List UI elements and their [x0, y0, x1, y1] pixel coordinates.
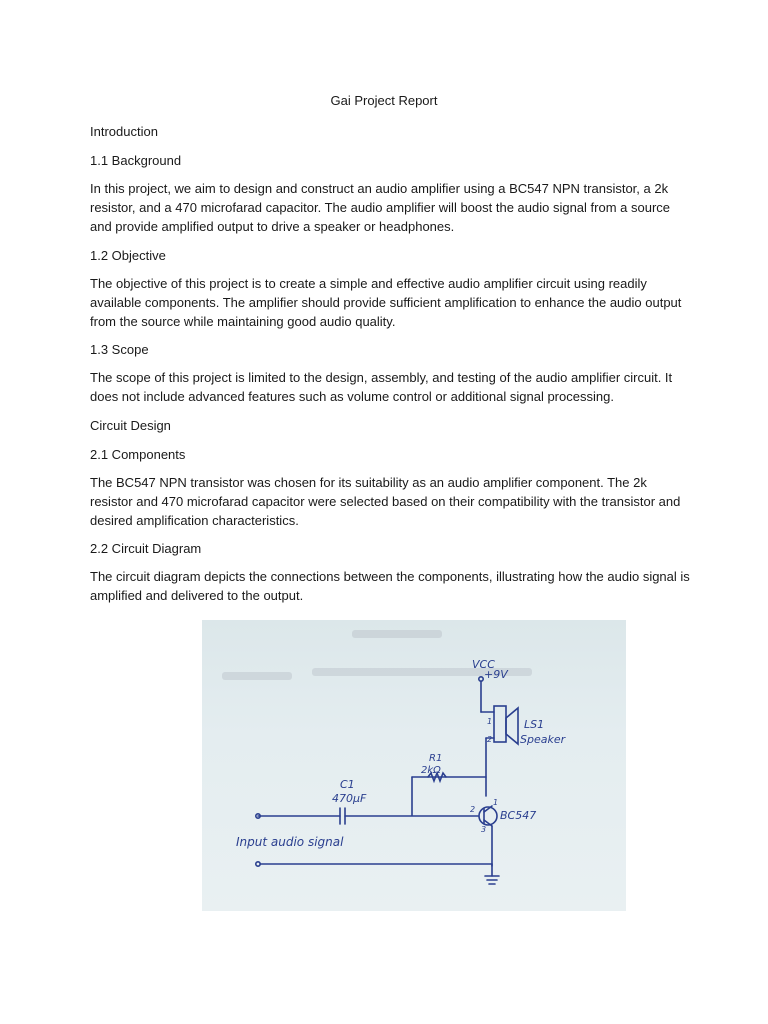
- circuit-labels: [236, 658, 567, 849]
- heading-circuit-design: Circuit Design: [90, 417, 171, 433]
- paragraph-background: In this project, we aim to design and construct an audio amplifier using a BC547 NPN transistor, a 2k resistor, and a 470 microfarad capacitor. The audio amplifier will boost the audio signal from a source and provide amplified output to drive a speaker or headphones.: [90, 181, 671, 235]
- heading-components: 2.1 Components: [90, 446, 186, 462]
- paragraph-circuit-diagram: The circuit diagram depicts the connections between the components, illustrating how the audio signal is amplified and delivered to the output.: [90, 569, 690, 604]
- heading-background: 1.1 Background: [90, 153, 182, 168]
- heading-circuit-diagram: 2.2 Circuit Diagram: [90, 541, 202, 557]
- resistor-ref: R1: [429, 753, 443, 764]
- speaker-label: Speaker: [520, 733, 566, 746]
- transistor-label: BC547: [500, 809, 537, 822]
- speaker-ref: LS1: [524, 718, 545, 731]
- input-label: Input audio signal: [236, 835, 344, 849]
- resistor-value: 2kΩ: [421, 765, 441, 776]
- vcc-label: VCC: [472, 658, 495, 671]
- heading-introduction: Introduction: [90, 124, 158, 139]
- transistor-pin-3: 3: [481, 825, 487, 834]
- speaker-pin-1: 1: [487, 717, 493, 726]
- circuit-diagram: [202, 620, 626, 911]
- heading-scope: 1.3 Scope: [90, 342, 149, 358]
- transistor-pin-1: 1: [493, 798, 499, 807]
- paragraph-scope: The scope of this project is limited to the design, assembly, and testing of the audio amplifier circuit. It does not include advanced features such as volume control or additional signal processing.: [90, 370, 673, 405]
- paragraph-components: The BC547 NPN transistor was chosen for its suitability as an audio amplifier component. The 2k resistor and 470 microfarad capacitor were selected based on their compatibility with the transistor and desired amplification characteristics.: [90, 474, 681, 529]
- vcc-value: +9V: [484, 668, 508, 681]
- speaker-pin-2: 2: [487, 735, 493, 744]
- capacitor-ref: C1: [340, 778, 355, 791]
- heading-objective: 1.2 Objective: [90, 247, 166, 263]
- circuit-diagram-photo: [202, 620, 626, 911]
- document-body: [90, 122, 690, 606]
- capacitor-value: 470μF: [332, 792, 367, 805]
- transistor-pin-2: 2: [470, 805, 476, 814]
- speaker-body: [494, 706, 506, 742]
- speaker-cone: [506, 708, 518, 744]
- paragraph-objective: The objective of this project is to create a simple and effective audio amplifier circuit using readily available components. The amplifier should provide sufficient amplification to enhance the audio output from the source while maintaining good audio quality.: [90, 275, 682, 330]
- circuit-wires: [256, 677, 518, 884]
- page-title: Gai Project Report: [330, 93, 438, 108]
